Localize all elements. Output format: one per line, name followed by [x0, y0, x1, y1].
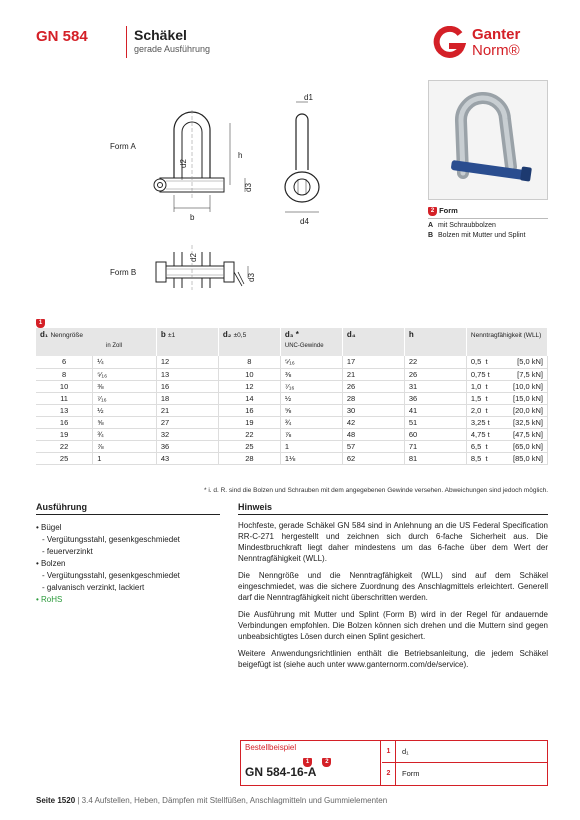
page-subtitle: gerade Ausführung: [134, 44, 211, 54]
cell-d4: 17: [342, 356, 404, 368]
legend-key-a: A: [428, 221, 434, 229]
cell-wll-t: 6,5 t: [470, 441, 488, 451]
ganter-logo: [432, 26, 544, 60]
cell-d2: 8: [218, 356, 280, 368]
order-code: GN 584-16-A: [245, 765, 317, 779]
cell-h: 22: [404, 356, 466, 368]
legend-row-b: [428, 231, 548, 241]
cell-h: 60: [404, 428, 466, 440]
cell-d3: ½: [280, 392, 342, 404]
cell-d3: ⁵⁄₁₆: [280, 356, 342, 368]
header-wll-label: Nenntragfähigkeit (WLL): [470, 332, 542, 339]
cell-wll-t: 2,0 t: [470, 405, 488, 415]
cell-wll-kn: [47,5 kN]: [512, 429, 543, 439]
cell-wll-t: 4,75 t: [470, 429, 490, 439]
ausfuehrung-item: • Bolzen: [36, 559, 66, 568]
header-d1-label: Nenngröße: [50, 332, 83, 339]
hinweis-text: [238, 520, 548, 676]
order-row-1-num: 1: [382, 741, 396, 763]
cell-wll-t: 1,5 t: [470, 393, 488, 403]
cell-d4: 30: [342, 404, 404, 416]
shackle-drawing: [100, 90, 340, 310]
cell-b: 27: [156, 416, 218, 428]
cell-h: 31: [404, 380, 466, 392]
cell-b: 16: [156, 380, 218, 392]
dim-d3-b: d3: [247, 273, 256, 282]
header-d2-tol: ±0,5: [233, 332, 247, 339]
cell-wll: [466, 356, 547, 368]
cell-wll: [466, 428, 547, 440]
cell-zoll: ⁷⁄₁₆: [93, 392, 157, 404]
table-row: [36, 380, 548, 392]
order-row-2: [382, 763, 547, 785]
form-badge: 2: [428, 207, 437, 216]
cell-d2: 16: [218, 404, 280, 416]
header-divider: [126, 26, 127, 58]
header-d3-sub: UNC-Gewinde: [284, 343, 324, 349]
header-b-tol: ±1: [168, 332, 176, 339]
cell-d4: 42: [342, 416, 404, 428]
cell-wll-kn: [15,0 kN]: [512, 393, 543, 403]
ganter-logo-icon: [432, 26, 466, 58]
cell-zoll: ⅝: [93, 416, 157, 428]
cell-wll-kn: [5,0 kN]: [517, 357, 543, 367]
cell-d4: 28: [342, 392, 404, 404]
cell-d1: 25: [36, 452, 93, 464]
cell-wll-t: 0,75 t: [470, 369, 490, 379]
cell-d1: 11: [36, 392, 93, 404]
cell-b: 13: [156, 368, 218, 380]
table-row: [36, 392, 548, 404]
product-photo: [428, 80, 548, 200]
header-d1-sub: in Zoll: [106, 343, 123, 349]
header-d2: [218, 328, 280, 356]
cell-h: 26: [404, 368, 466, 380]
cell-zoll: ⅞: [93, 440, 157, 452]
logo-word-norm: Norm®: [472, 42, 520, 59]
header-wll: [466, 328, 547, 356]
cell-d3: ⅝: [280, 404, 342, 416]
dim-d1: d1: [304, 93, 313, 102]
cell-zoll: ¾: [93, 428, 157, 440]
shackle-photo-image: [429, 81, 547, 199]
order-example-left: [241, 741, 381, 785]
cell-zoll: ⅜: [93, 380, 157, 392]
ausfuehrung-item: - Vergütungsstahl, gesenkgeschmiedet: [42, 571, 180, 580]
dim-b: b: [190, 213, 195, 222]
cell-wll-kn: [10,0 kN]: [512, 381, 543, 391]
cell-d1: 10: [36, 380, 93, 392]
ausfuehrung-item: - Vergütungsstahl, gesenkgeschmiedet: [42, 535, 180, 544]
header-d3: [280, 328, 342, 356]
page-footer: [36, 796, 387, 805]
cell-d2: 19: [218, 416, 280, 428]
cell-wll-kn: [32,5 kN]: [512, 417, 543, 427]
cell-h: 81: [404, 452, 466, 464]
cell-zoll: ½: [93, 404, 157, 416]
header-d3-symbol: d₃ *: [284, 330, 299, 339]
footer-text: | 3.4 Aufstellen, Heben, Dämpfen mit Stellfüßen, Anschlagmitteln und Gummielementen: [75, 796, 388, 805]
page-title: Schäkel: [134, 27, 187, 43]
cell-b: 18: [156, 392, 218, 404]
cell-d4: 48: [342, 428, 404, 440]
order-row-1-val: d₁: [402, 747, 409, 756]
hinweis-paragraph: Die Nenngröße und die Nenntragfähigkeit (WLL) sind auf dem Schäkel eingeschmiedet, was die sichere Zuordnung des Anschlagmittels erleichtert. Generell darf die Nenntragfähigkeit nicht überschritten werden.: [238, 571, 548, 602]
order-example-box: [240, 740, 548, 786]
cell-d1: 22: [36, 440, 93, 452]
legend-text-a: mit Schraubbolzen: [437, 221, 496, 229]
cell-d2: 25: [218, 440, 280, 452]
table-footnote: * i. d. R. sind die Bolzen und Schrauben mit dem angegebenen Gewinde versehen. Abweichungen sind jedoch möglich.: [204, 487, 548, 494]
dim-d4: d4: [300, 217, 309, 226]
ausfuehrung-heading: Ausführung: [36, 502, 220, 515]
order-row-2-val: Form: [402, 769, 420, 778]
cell-wll-t: 8,5 t: [470, 453, 488, 463]
cell-h: 36: [404, 392, 466, 404]
ausfuehrung-list: [36, 522, 226, 606]
order-example-label: Bestellbeispiel: [245, 743, 297, 752]
cell-d2: 10: [218, 368, 280, 380]
cell-d3: 1: [280, 440, 342, 452]
dim-h: h: [238, 151, 243, 160]
cell-d2: 22: [218, 428, 280, 440]
cell-d4: 21: [342, 368, 404, 380]
form-legend: [428, 206, 548, 241]
cell-b: 32: [156, 428, 218, 440]
logo-word-ganter: Ganter: [472, 26, 521, 43]
cell-d3: 1⅛: [280, 452, 342, 464]
cell-d1: 13: [36, 404, 93, 416]
spec-table: [36, 328, 548, 465]
hinweis-heading: Hinweis: [238, 502, 548, 515]
cell-d2: 12: [218, 380, 280, 392]
cell-d3: ¾: [280, 416, 342, 428]
legend-text-b: Bolzen mit Mutter und Splint: [437, 231, 526, 239]
cell-wll-t: 1,0 t: [470, 381, 488, 391]
cell-wll-kn: [85,0 kN]: [512, 453, 543, 463]
form-b-label: Form B: [110, 268, 137, 277]
cell-d1: 19: [36, 428, 93, 440]
table-row: [36, 404, 548, 416]
cell-zoll: ⁵⁄₁₆: [93, 368, 157, 380]
form-legend-title-text: Form: [439, 206, 458, 215]
header-d4: d₄: [342, 328, 404, 356]
cell-wll: [466, 380, 547, 392]
cell-b: 12: [156, 356, 218, 368]
spec-table-header: [36, 328, 548, 356]
cell-d4: 57: [342, 440, 404, 452]
cell-h: 71: [404, 440, 466, 452]
header-b: [156, 328, 218, 356]
cell-d1: 8: [36, 368, 93, 380]
hinweis-paragraph: Die Ausführung mit Mutter und Splint (Form B) wird in der Regel für andauernde Verbindungen empfohlen. Die Bolzen können sich drehen und die Muttern sind gegen unbeabsichtigtes Lösen durch einen Splint gesichert.: [238, 610, 548, 641]
legend-row-a: [428, 221, 548, 231]
cell-wll: [466, 404, 547, 416]
cell-wll-t: 0,5 t: [470, 357, 488, 367]
table-row: [36, 368, 548, 380]
page-header: [36, 26, 544, 62]
dim-d3-a: d3: [244, 183, 253, 192]
cell-d1: 6: [36, 356, 93, 368]
form-legend-title: [428, 206, 548, 219]
cell-wll: [466, 416, 547, 428]
cell-h: 41: [404, 404, 466, 416]
order-row-1: [382, 741, 547, 763]
cell-b: 36: [156, 440, 218, 452]
ausfuehrung-item: - feuerverzinkt: [42, 547, 93, 556]
cell-wll: [466, 440, 547, 452]
cell-d3: ⅞: [280, 428, 342, 440]
cell-wll-t: 3,25 t: [470, 417, 490, 427]
cell-zoll: ¼: [93, 356, 157, 368]
cell-d4: 62: [342, 452, 404, 464]
cell-d2: 28: [218, 452, 280, 464]
cell-h: 51: [404, 416, 466, 428]
table-row: [36, 356, 548, 368]
cell-wll-kn: [65,0 kN]: [512, 441, 543, 451]
form-a-front-view: [154, 110, 253, 222]
form-a-label: Form A: [110, 142, 136, 151]
cell-d3: ⅜: [280, 368, 342, 380]
cell-b: 43: [156, 452, 218, 464]
legend-key-b: B: [428, 231, 434, 239]
cell-d2: 14: [218, 392, 280, 404]
header-h: h: [404, 328, 466, 356]
cell-wll-kn: [20,0 kN]: [512, 405, 543, 415]
cell-wll: [466, 392, 547, 404]
order-badge-1: 1: [303, 758, 312, 767]
cell-wll: [466, 452, 547, 464]
cell-zoll: 1: [93, 452, 157, 464]
hinweis-paragraph: Hochfeste, gerade Schäkel GN 584 sind in Anlehnung an die US Federal Specification RR-C-271 hergestellt und zeichnen sich durch 6-fache Sicherheit aus. Die Mindestbruchkraft liegt daher mindestens um das 6-fache über dem Wert der Nenntragfähigkeit (WLL).: [238, 521, 548, 563]
footer-page: Seite 1520: [36, 796, 76, 805]
table-row: [36, 416, 548, 428]
cell-d3: ⁷⁄₁₆: [280, 380, 342, 392]
cell-d1: 16: [36, 416, 93, 428]
cell-wll: [466, 368, 547, 380]
table-row: [36, 428, 548, 440]
ausfuehrung-item: • RoHS: [36, 595, 63, 604]
table-row: [36, 440, 548, 452]
form-b-view: [156, 245, 256, 290]
cell-b: 21: [156, 404, 218, 416]
header-d2-symbol: d₂: [222, 330, 232, 339]
order-badge-2: 2: [322, 758, 331, 767]
cell-wll-kn: [7,5 kN]: [517, 369, 543, 379]
header-d1: [36, 328, 156, 356]
ausfuehrung-item: • Bügel: [36, 523, 62, 532]
header-b-symbol: b: [160, 330, 166, 339]
cell-d4: 26: [342, 380, 404, 392]
header-d1-symbol: d₁: [40, 330, 49, 339]
dim-d2-b: d2: [189, 253, 198, 262]
table-badge-num: 1: [36, 319, 45, 328]
dim-d2-a: d2: [179, 159, 188, 168]
product-code: GN 584: [36, 28, 88, 45]
hinweis-paragraph: Weitere Anwendungsrichtlinien enthält die Betriebsanleitung, die jedem Schäkel beigefügt ist (siehe auch unter www.ganternorm.com/de/service).: [238, 649, 548, 669]
ausfuehrung-item: - galvanisch verzinkt, lackiert: [42, 583, 145, 592]
table-row: [36, 452, 548, 464]
form-a-side-view: [285, 93, 319, 226]
order-row-2-num: 2: [382, 763, 396, 785]
